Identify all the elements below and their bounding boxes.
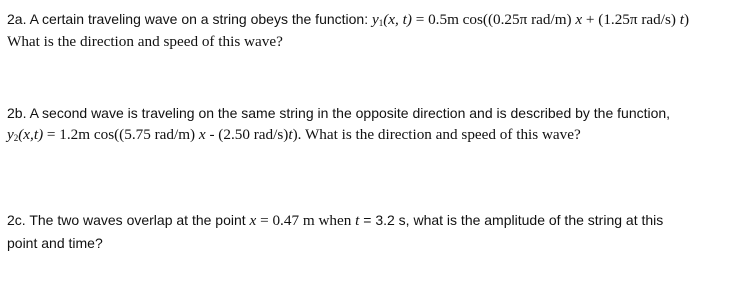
question-2c-line-1 xyxy=(7,209,663,232)
question-2a-line-1 xyxy=(7,8,689,31)
question-2c-line-2: point and time? xyxy=(7,235,103,251)
question-2c-text: = 0.47 m when xyxy=(256,212,356,229)
wave-function-symbol: y xyxy=(372,11,379,28)
wave-equation-part: = 0.5m cos((0.25π rad/m) xyxy=(411,11,576,28)
wave-equation-part: - (2.50 rad/s) xyxy=(205,126,289,143)
wave-function-args: (x,t) xyxy=(18,126,44,143)
variable-t: t xyxy=(288,126,293,143)
question-2b-line-2 xyxy=(7,124,670,146)
wave-equation-part: ) xyxy=(683,11,690,28)
question-2a-text: 2a. A certain traveling wave on a string obeys the function: xyxy=(7,11,372,27)
wave-equation-part: + (1.25π rad/s) xyxy=(582,11,680,28)
variable-x: x xyxy=(249,212,257,229)
question-2b-text: ). What is the direction and speed of this wave? xyxy=(292,126,581,143)
variable-x: x xyxy=(198,126,206,143)
variable-x: x xyxy=(575,11,583,28)
question-2a-line-2: What is the direction and speed of this wave? xyxy=(7,33,283,50)
question-2c xyxy=(7,209,663,254)
wave-function-symbol: y xyxy=(7,126,14,143)
question-2a xyxy=(7,8,689,53)
wave-equation-part: = 1.2m cos((5.75 rad/m) xyxy=(43,126,199,143)
variable-t: t xyxy=(355,212,360,229)
wave-function-subscript: 1 xyxy=(378,18,384,28)
wave-function-subscript: 2 xyxy=(13,133,19,143)
variable-t: t xyxy=(679,11,684,28)
question-2b xyxy=(7,102,670,146)
question-2c-text: 2c. The two waves overlap at the point xyxy=(7,212,250,228)
question-2c-text: = 3.2 s, what is the amplitude of the string at this xyxy=(359,212,664,228)
wave-function-args: (x, t) xyxy=(383,11,412,28)
question-2b-line-1: 2b. A second wave is traveling on the same string in the opposite direction and is described by the function, xyxy=(7,105,671,121)
